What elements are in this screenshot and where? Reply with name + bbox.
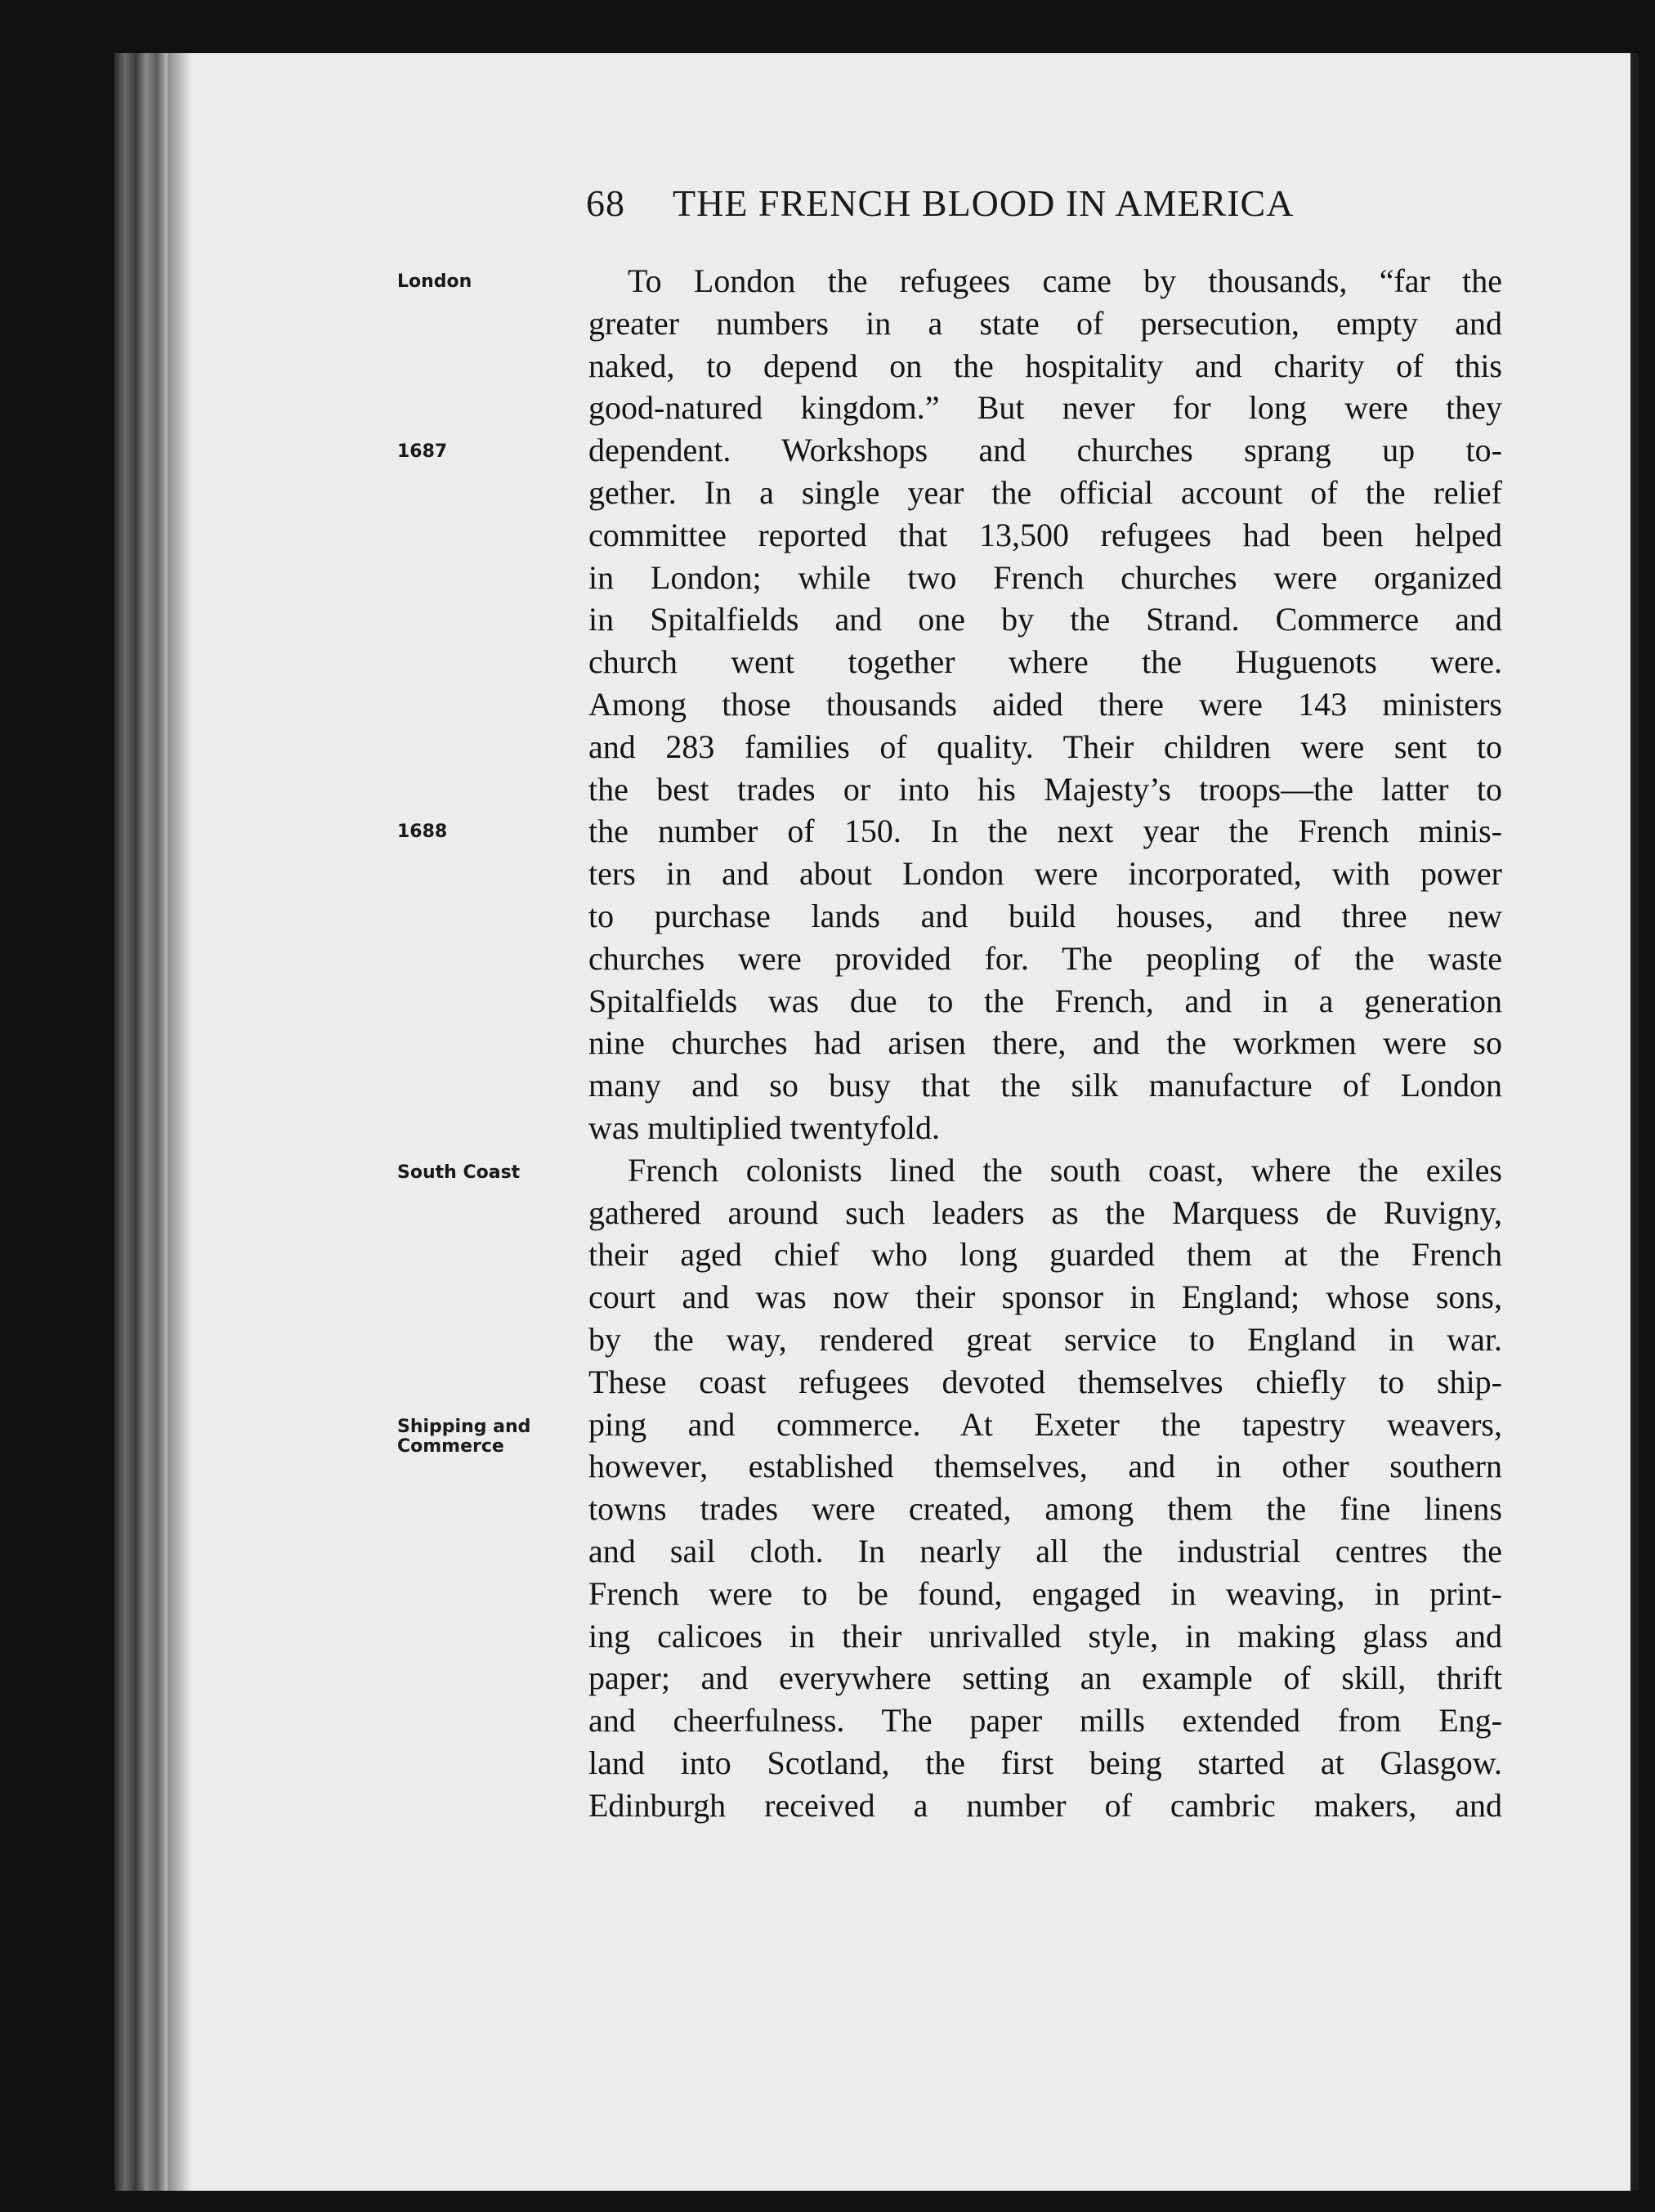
margin-note-london: London	[397, 271, 472, 292]
text-line: nine churches had arisen there, and the workmen were so	[588, 1024, 1502, 1062]
text-line: however, established themselves, and in other southern	[588, 1448, 1502, 1485]
text-line: court and was now their sponsor in England; whose sons,	[588, 1278, 1502, 1316]
text-line: many and so busy that the silk manufacture of London	[588, 1067, 1502, 1104]
text-line: by the way, rendered great service to England in war.	[588, 1320, 1502, 1358]
book-spine-gutter	[114, 53, 168, 2191]
margin-note-1688: 1688	[397, 822, 448, 842]
text-line: committee reported that 13,500 refugees had been helped	[588, 516, 1502, 553]
running-header	[586, 181, 1294, 225]
text-line: dependent. Workshops and churches sprang up to-	[588, 432, 1502, 469]
book-title: THE FRENCH BLOOD IN AMERICA	[673, 182, 1295, 224]
text-line: to purchase lands and build houses, and three new	[588, 897, 1502, 934]
text-line: Edinburgh received a number of cambric makers, and	[588, 1786, 1502, 1824]
text-line: was multiplied twentyfold.	[588, 1108, 940, 1146]
page-number: 68	[586, 182, 625, 224]
margin-note-1687: 1687	[397, 441, 448, 462]
text-line: their aged chief who long guarded them at the French	[588, 1236, 1502, 1274]
margin-note-line: Commerce	[397, 1436, 504, 1457]
text-line: paper; and everywhere setting an example of skill, thrift	[588, 1659, 1502, 1697]
text-line: ping and commerce. At Exeter the tapestry weavers,	[588, 1405, 1502, 1443]
body-text	[588, 260, 1502, 1826]
text-line: To London the refugees came by thousands, “far the	[628, 262, 1502, 299]
text-line: greater numbers in a state of persecution, empty and	[588, 304, 1502, 342]
text-line: good-natured kingdom.” But never for long were they	[588, 389, 1502, 427]
text-line: French colonists lined the south coast, where the exiles	[628, 1151, 1502, 1189]
text-line: gether. In a single year the official account of the relief	[588, 473, 1502, 511]
text-line: in Spitalfields and one by the Strand. Commerce and	[588, 601, 1502, 638]
text-line: and sail cloth. In nearly all the industrial centres the	[588, 1532, 1502, 1569]
margin-note-line: Shipping and	[397, 1417, 531, 1437]
text-line: the best trades or into his Majesty’s troops—the latter to	[588, 770, 1502, 808]
text-line: land into Scotland, the first being started at Glasgow.	[588, 1744, 1502, 1781]
text-line: French were to be found, engaged in weaving, in print-	[588, 1574, 1502, 1612]
text-line: the number of 150. In the next year the French minis-	[588, 813, 1502, 850]
text-line: Among those thousands aided there were 143 ministers	[588, 685, 1502, 723]
margin-note-south-coast: South Coast	[397, 1162, 521, 1183]
text-line: ing calicoes in their unrivalled style, in making glass and	[588, 1617, 1502, 1655]
text-line: gathered around such leaders as the Marquess de Ruvigny,	[588, 1193, 1502, 1231]
text-line: and cheerfulness. The paper mills extended from Eng-	[588, 1702, 1502, 1740]
page-shadow	[168, 53, 192, 2191]
margin-note-shipping-commerce	[397, 1417, 530, 1457]
text-line: in London; while two French churches were organized	[588, 558, 1502, 596]
text-line: ters in and about London were incorporated, with power	[588, 855, 1502, 893]
text-line: churches were provided for. The peopling of the waste	[588, 939, 1502, 977]
text-line: Spitalfields was due to the French, and in a generation	[588, 982, 1502, 1019]
text-line: naked, to depend on the hospitality and charity of this	[588, 347, 1502, 384]
text-line: towns trades were created, among them the fine linens	[588, 1490, 1502, 1528]
text-line: church went together where the Huguenots were.	[588, 643, 1502, 681]
text-line: These coast refugees devoted themselves chiefly to ship-	[588, 1363, 1502, 1400]
text-line: and 283 families of quality. Their children were sent to	[588, 728, 1502, 765]
